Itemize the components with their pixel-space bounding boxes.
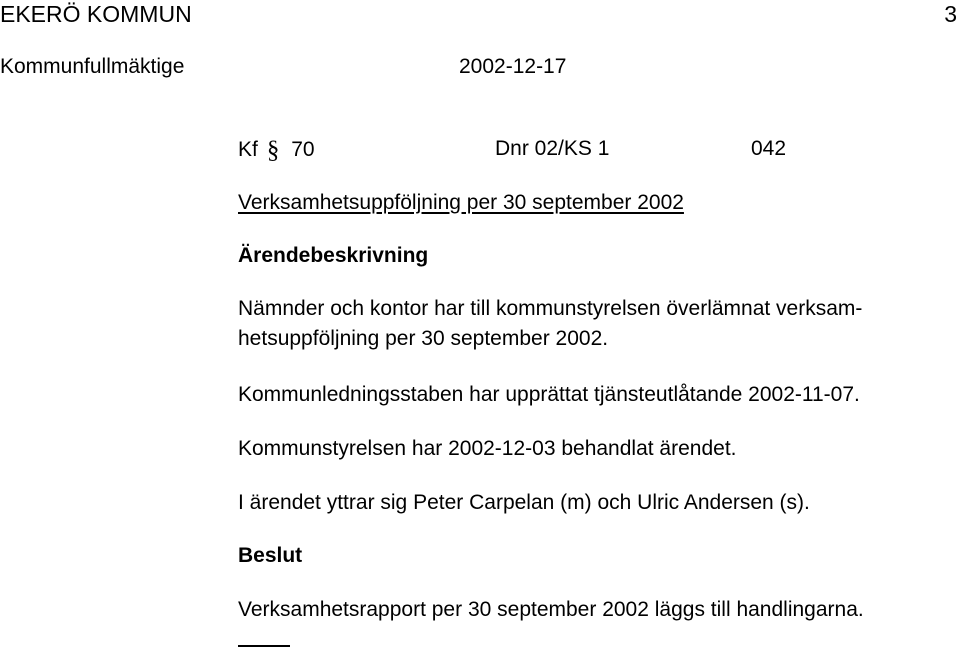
closing-rule — [238, 645, 290, 647]
decision-text: Verksamhetsrapport per 30 september 2002 läggs till handlingarna. — [238, 598, 864, 621]
kf-number: 70 — [291, 138, 315, 161]
organization-name: EKERÖ KOMMUN — [0, 1, 192, 27]
case-code: 042 — [751, 137, 787, 160]
description-paragraph-1-line-2: hetsuppföljning per 30 september 2002. — [238, 327, 609, 350]
meeting-body: Kommunfullmäktige — [0, 55, 185, 78]
description-paragraph-2: Kommunledningsstaben har upprättat tjänsteutlåtande 2002-11-07. — [238, 383, 860, 406]
decision-heading: Beslut — [238, 544, 303, 567]
description-paragraph-4: I ärendet yttrar sig Peter Carpelan (m) och Ulric Andersen (s). — [238, 491, 810, 514]
meeting-date: 2002-12-17 — [459, 55, 567, 78]
case-paragraph-reference — [238, 136, 315, 163]
description-paragraph-1-line-1: Nämnder och kontor har till kommunstyrelsen överlämnat verksam- — [238, 297, 863, 320]
case-subject: Verksamhetsuppföljning per 30 september 2002 — [238, 191, 684, 214]
page-number: 3 — [944, 1, 957, 27]
kf-label: Kf — [238, 138, 258, 161]
description-heading: Ärendebeskrivning — [238, 244, 429, 267]
description-paragraph-3: Kommunstyrelsen har 2002-12-03 behandlat ärendet. — [238, 437, 737, 460]
diary-number: Dnr 02/KS 1 — [495, 137, 610, 160]
section-sign: § — [266, 137, 280, 164]
